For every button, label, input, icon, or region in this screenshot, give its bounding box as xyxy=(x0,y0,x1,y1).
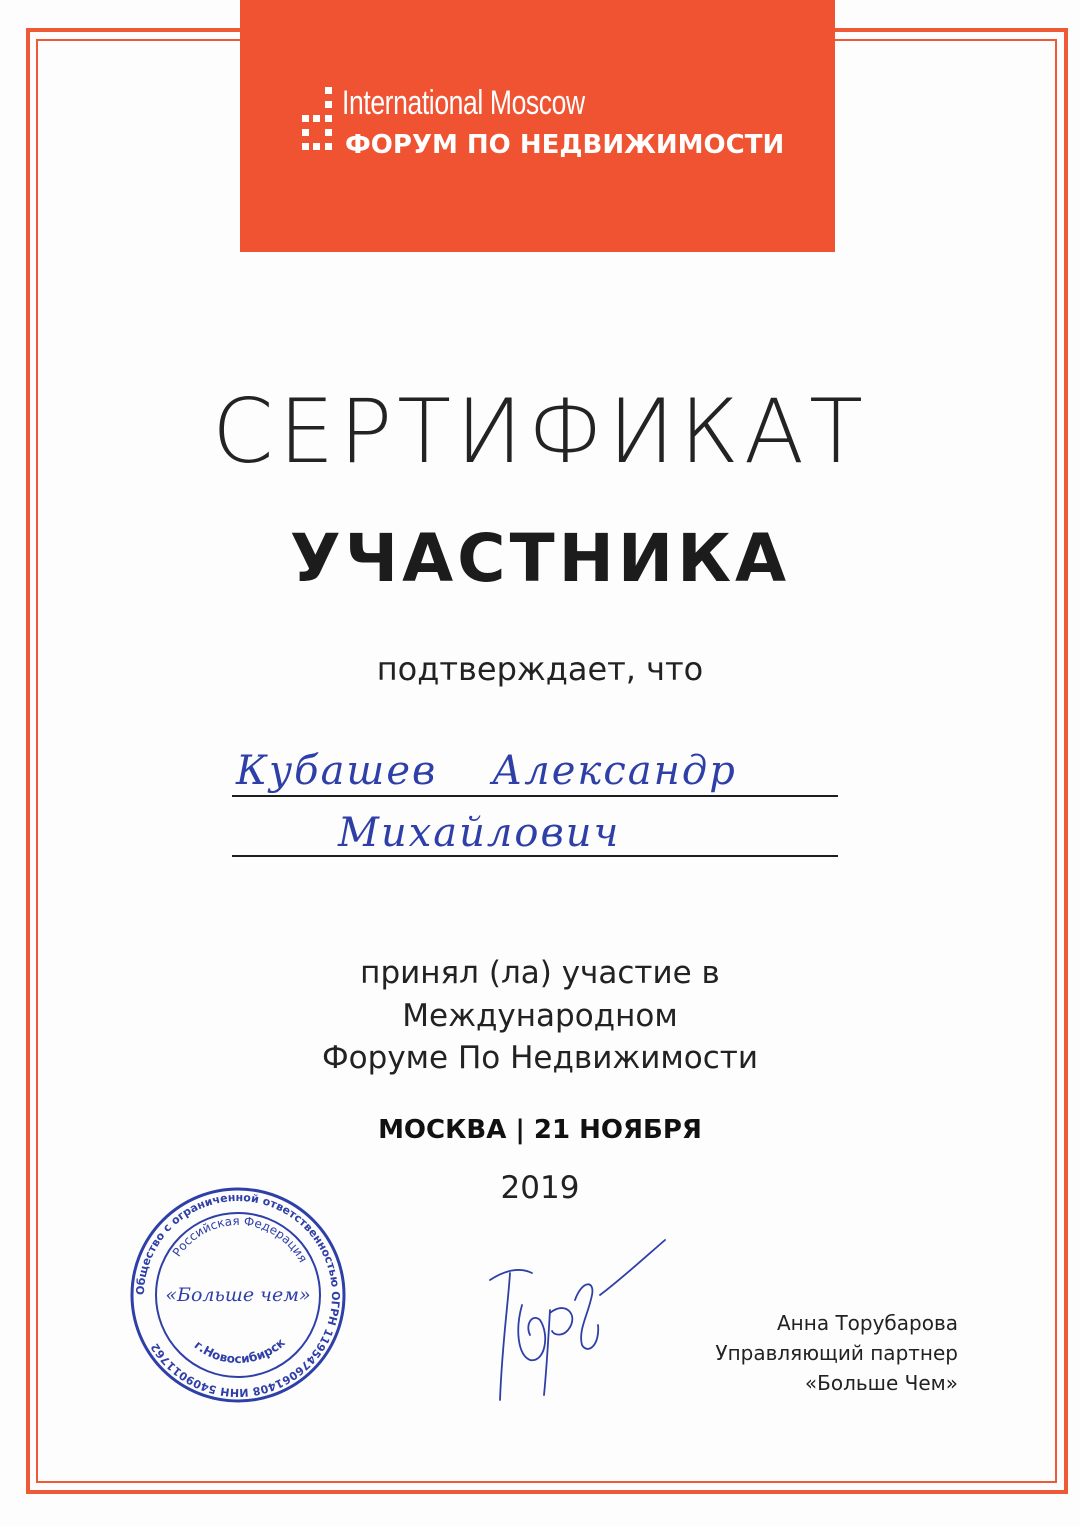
svg-text:Российская Федерация xyxy=(170,1214,310,1265)
certificate-title: СЕРТИФИКАТ xyxy=(212,380,868,483)
signer-block xyxy=(715,1308,958,1398)
brand-line-1: International Moscow xyxy=(342,84,585,122)
participation-line-2: Международном xyxy=(402,998,678,1034)
event-year: 2019 xyxy=(500,1170,580,1206)
signer-name: Анна Торубарова xyxy=(777,1311,958,1335)
participation-line-3: Форуме По Недвижимости xyxy=(321,1040,759,1076)
name-underline-1 xyxy=(232,795,838,797)
stamp-outer-text: Общество с ограниченной ответственностью ОГРН 1195476061408 ИНН 5409011762 xyxy=(133,1190,343,1400)
company-stamp xyxy=(128,1185,348,1405)
event-place-date: МОСКВА | 21 НОЯБРЯ xyxy=(378,1115,702,1145)
forum-logo-icon xyxy=(302,87,332,159)
signer-position: Управляющий партнер xyxy=(715,1341,958,1365)
signer-company: «Больше Чем» xyxy=(804,1371,958,1395)
participant-patronymic: Михайлович xyxy=(338,810,621,856)
certificate-subtitle: УЧАСТНИКА xyxy=(289,520,791,597)
brand-line-2: ФОРУМ ПО НЕДВИЖИМОСТИ xyxy=(345,130,785,160)
confirms-text: подтверждает, что xyxy=(376,650,704,688)
stamp-center-text: «Больше чем» xyxy=(165,1284,311,1306)
participant-surname: Кубашев xyxy=(236,748,438,794)
stamp-inner-text: Российская Федерация xyxy=(169,1213,311,1265)
participation-line-1: принял (ла) участие в xyxy=(360,955,720,991)
stamp-city-text: г.Новосибирск xyxy=(191,1335,288,1367)
svg-text:г.Новосибирск xyxy=(192,1335,288,1366)
participant-first-name: Александр xyxy=(492,748,737,794)
name-underline-2 xyxy=(232,855,838,857)
handwritten-signature xyxy=(470,1235,670,1410)
